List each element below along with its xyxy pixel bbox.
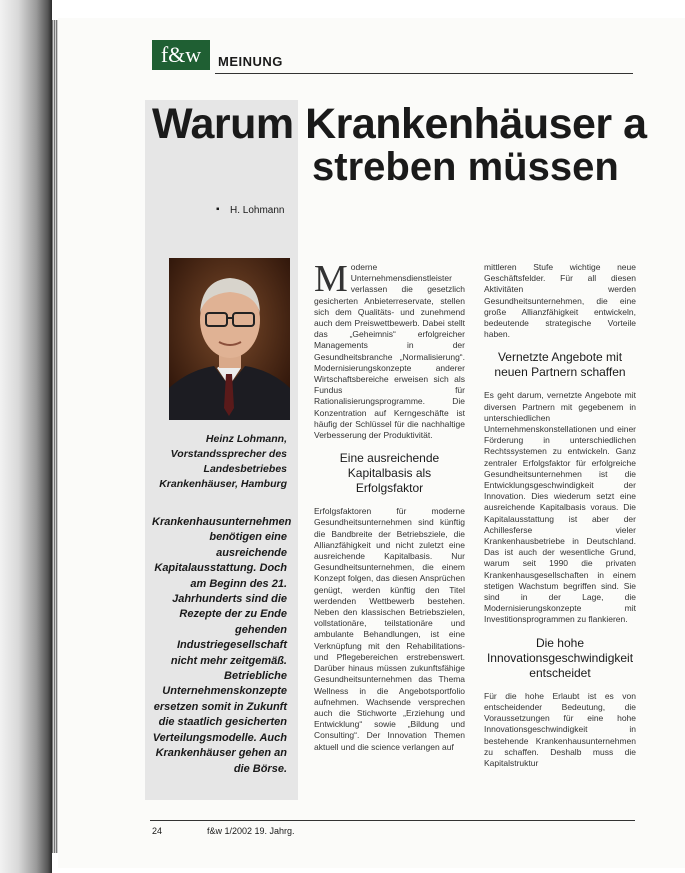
footer-rule xyxy=(150,820,635,821)
subheading: Eine ausreichende Kapitalbasis als Erfolgsfaktor xyxy=(339,451,440,496)
author-bullet-icon: ▪ xyxy=(216,204,220,215)
article-column-1 xyxy=(314,258,465,757)
article-paragraph: mittleren Stufe wichtige neue Geschäftsfelder. Für all diesen Aktivitäten werden Gesundheitsunternehmen, die eine große Allianzfähigkeit entwickeln, bedeutende strategische Vorteile haben. xyxy=(484,262,636,340)
article-paragraph: Es geht darum, vernetzte Angebote mit diversen Partnern mit gegebenem in unterschiedlichen Unternehmenskonstellationen und einer Förderung in unterschiedlichen Rechtssystemen zu entwickeln. Ganz zentraler Erfolgsfaktor für erfolgreiche Gesundheitsunternehmen ist die Entwicklungsgeschwindigkeit der Innovation. Dies wiederum setzt eine ausreichende Kapitalbasis voraus. Die Kapitalausstattung ist aber der Achillesferse vieler Krankenhausbetriebe in Deutschland. Das ist auch der wesentliche Grund, warum seit 1990 die privaten Krankenhausgesellschaften in einem stetigen Wachstum begriffen sind. Sie sind in der Lage, die Modernisierungskonzepte mit Investitionsprogrammen zu flankieren. xyxy=(484,390,636,625)
headline-line-1: Warum Krankenhäuser a xyxy=(152,100,647,148)
subheading: Vernetzte Angebote mit neuen Partnern schaffen xyxy=(494,350,626,380)
article-paragraph xyxy=(314,258,465,441)
pull-quote: Krankenhausunternehmen benötigen eine ausreichende Kapitalausstattung. Doch am Beginn des 21. Jahrhunderts sind die Rezepte der zu Ende gehenden Industriegesellschaft nicht mehr zeitgemäß. Betriebliche Unternehmenskonzepte ersetzen somit in Zukunft die staatlich gesicherten Verteilungsmodelle. Auch Krankenhäuser gehen an die Börse. xyxy=(152,516,292,775)
headline-line-2: streben müssen xyxy=(312,145,619,189)
article-paragraph: Für die hohe Erlaubt ist es von entscheidender Bedeutung, die Voraussetzungen für eine hohe Innovationsgeschwindigkeit in bestehende Krankenhausunternehmen zu schaffen. Deshalb muss die Kapitalstruktur xyxy=(484,690,636,768)
drop-cap: M xyxy=(314,258,348,300)
issue-info: f&w 1/2002 19. Jahrg. xyxy=(207,826,295,836)
article-column-2 xyxy=(484,262,636,773)
paragraph-text: oderne Unternehmensdienstleister verlassen die gesetzlich gesicherten Anbieterreservate, stellen sich dem Qualitäts- und zunehmend auch dem Preiswettbewerb. Dabei stellt das „Geheimnis“ erfolgreicher Managements in der Gesundheitsbranche „Normalisierung“. Modernisierungskonzepte anderer Wirtschaftsbereiche erweisen sich als Fundus für Rationalisierungsprogramme. Die Konzentration auf Kerngeschäfte ist häufig der Schlüssel für die nachhaltige Verbesserung der Produktivität. xyxy=(314,262,465,441)
author-portrait xyxy=(169,258,290,420)
portrait-photo-icon xyxy=(169,258,290,420)
photo-caption: Heinz Lohmann, Vorstandssprecher des Landesbetriebes Krankenhäuser, Hamburg xyxy=(159,433,287,490)
author-name: H. Lohmann xyxy=(230,205,285,216)
page-number: 24 xyxy=(152,826,163,836)
article-paragraph: Erfolgsfaktoren für moderne Gesundheitsunternehmen sind künftig die Bandbreite der Betriebsziele, die Allianzfähigkeit und nicht zuletzt eine ausreichende Kapitalbasis. Nur Gesundheitsunternehmen, die einem Konzept folgen, das diesen Ansprüchen genügt, werden künftig den Titel werdenden Wettbewerb bestehen. Neben den klassischen Betriebszielen, vollstationäre, teilstationäre und ambulante Behandlungen, ist eine Verknüpfung mit den Rehabilitations- und Pflegebereichen erstrebenswert. Darüber hinaus müssen zukunftsfähige Gesundheitsunternehmen das Thema Wellness in die Angebotsportfolio aufnehmen. Wachsende versprechen auch die Stichworte „Erziehung und Entwicklung“ sowie „Bildung und Consulting“. Der Innovation Themen aktuell und die science verlangen auf xyxy=(314,506,465,752)
section-label: MEINUNG xyxy=(218,54,283,69)
book-spine-edge xyxy=(0,0,52,873)
header-rule xyxy=(215,73,633,74)
magazine-logo: f&w xyxy=(152,40,210,70)
subheading: Die hohe Innovationsgeschwindigkeit entscheidet xyxy=(486,635,634,680)
